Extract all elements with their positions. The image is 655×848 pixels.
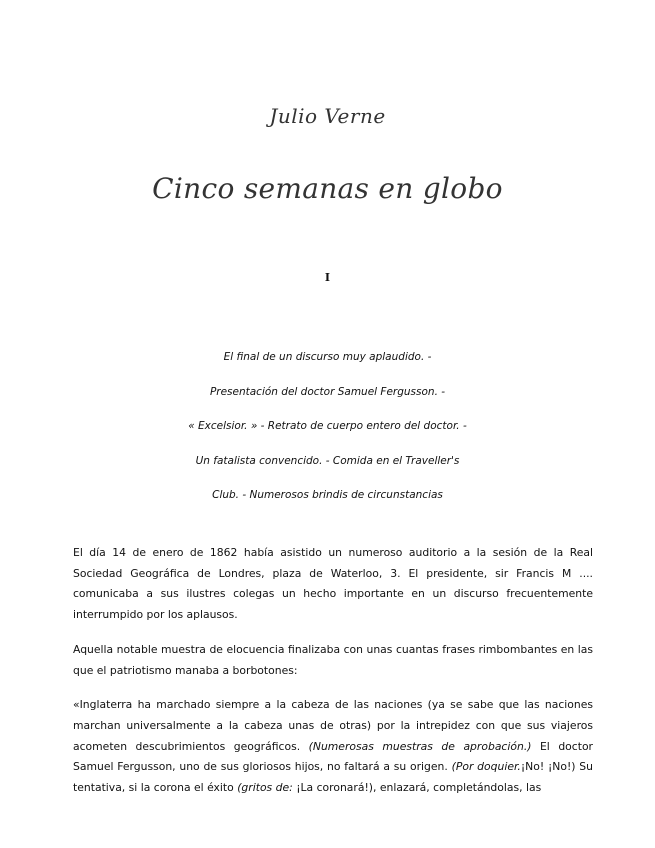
text: ¡La coronará!), enlazará, completándolas, las — [292, 781, 542, 795]
text: El doctor Samuel Fergusson, uno de sus gloriosos hijos, no faltará a su origen. — [73, 739, 593, 774]
summary-line: Un fatalista convencido. - Comida en el Traveller's — [195, 454, 460, 467]
text: ¡No! ¡No!) Su tentativa, si la corona el éxito — [73, 760, 593, 795]
summary-line: Presentación del doctor Samuel Fergusson. - — [209, 385, 446, 398]
stage-direction: (Por doquier. — [451, 760, 521, 774]
book-title: Cinco semanas en globo — [152, 172, 503, 205]
paragraph — [73, 695, 593, 799]
body-text — [73, 543, 593, 813]
summary-line: « Excelsior. » - Retrato de cuerpo entero del doctor. - — [188, 420, 467, 433]
summary-line: Club. - Numerosos brindis de circunstancias — [212, 489, 443, 502]
chapter-summary — [0, 340, 655, 513]
chapter-number: I — [324, 271, 331, 284]
stage-direction: (gritos de: — [237, 781, 293, 795]
stage-direction: (Numerosas muestras de aprobación.) — [308, 739, 532, 753]
paragraph: Aquella notable muestra de elocuencia finalizaba con unas cuantas frases rimbombantes en las que el patriotismo manaba a borbotones: — [73, 642, 593, 677]
paragraph: El día 14 de enero de 1862 había asistido un numeroso auditorio a la sesión de la Real Sociedad Geográfica de Londres, plaza de Waterloo, 3. El presidente, sir Francis M .... comunicaba a sus ilustres colegas un hecho importante en un discurso frecuentemente interrumpido por los aplausos. — [73, 546, 593, 622]
author-name: Julio Verne — [269, 104, 386, 128]
text: «Inglaterra ha marchado siempre a la cabeza de las naciones (ya se sabe que las naciones marchan universalmente a la cabeza unas de otras) por la intrepidez con que sus viajeros acometen descubrimientos geográficos. — [73, 698, 593, 753]
summary-line: El final de un discurso muy aplaudido. - — [223, 351, 432, 363]
